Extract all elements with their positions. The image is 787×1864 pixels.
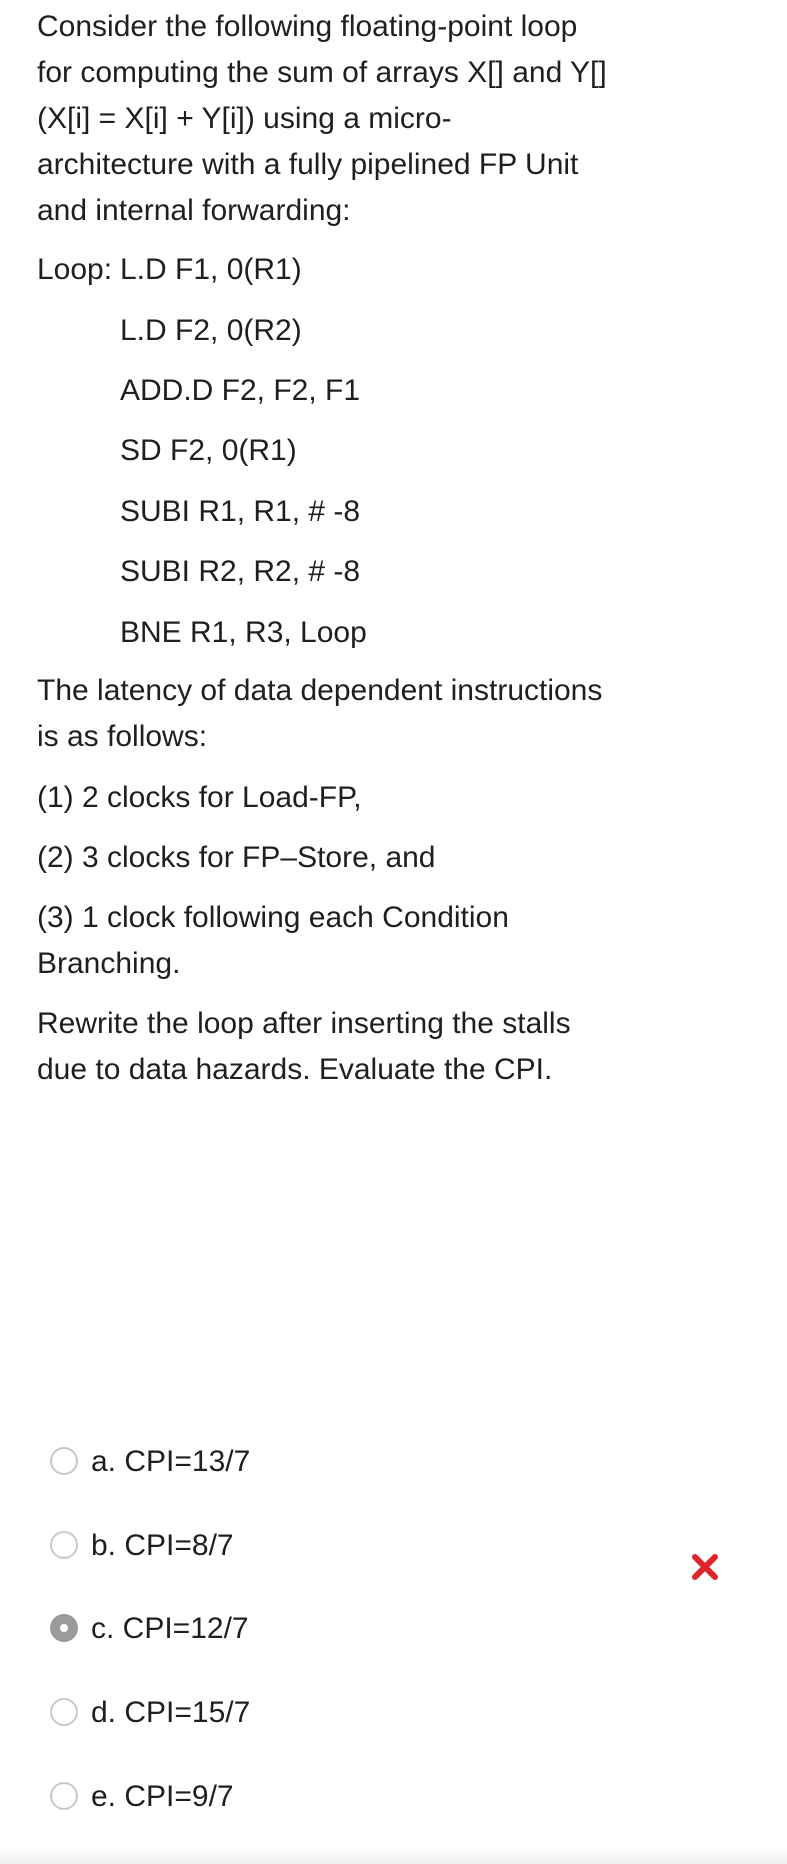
option-d[interactable] — [50, 1686, 730, 1746]
option-label: c. CPI=12/7 — [91, 1612, 249, 1645]
loop-label: Loop: — [37, 253, 113, 286]
latency-item: (1) 2 clocks for Load-FP, — [37, 781, 362, 814]
code-line: SD F2, 0(R1) — [120, 434, 297, 467]
intro-line: (X[i] = X[i] + Y[i]) using a micro- — [37, 102, 452, 135]
code-line: SUBI R2, R2, # -8 — [120, 555, 361, 588]
option-label: e. CPI=9/7 — [91, 1780, 234, 1813]
latency-line: is as follows: — [37, 720, 208, 753]
latency-line: The latency of data dependent instructions — [37, 674, 603, 707]
bottom-divider — [0, 1846, 787, 1864]
option-e[interactable] — [50, 1770, 730, 1830]
latency-item: (3) 1 clock following each Condition — [37, 901, 509, 934]
option-a[interactable] — [50, 1435, 730, 1495]
radio-button-selected[interactable] — [50, 1614, 78, 1642]
close-icon — [688, 1550, 722, 1584]
radio-button[interactable] — [50, 1698, 78, 1726]
radio-button[interactable] — [50, 1782, 78, 1810]
question-text — [37, 0, 757, 1310]
option-label: a. CPI=13/7 — [91, 1445, 251, 1478]
code-line: BNE R1, R3, Loop — [120, 616, 367, 649]
answer-options — [0, 1300, 787, 1864]
option-label: d. CPI=15/7 — [91, 1696, 251, 1729]
latency-item: Branching. — [37, 947, 181, 980]
intro-line: Consider the following floating-point loop — [37, 10, 578, 43]
code-line: L.D F1, 0(R1) — [120, 253, 302, 286]
intro-line: for computing the sum of arrays X[] and Y[] — [37, 56, 607, 89]
code-line: L.D F2, 0(R2) — [120, 314, 302, 347]
radio-button[interactable] — [50, 1447, 78, 1475]
option-label: b. CPI=8/7 — [91, 1529, 234, 1562]
latency-item: (2) 3 clocks for FP–Store, and — [37, 841, 436, 874]
intro-line: architecture with a fully pipelined FP Unit — [37, 148, 579, 181]
prompt-line: Rewrite the loop after inserting the stalls — [37, 1007, 571, 1040]
radio-button[interactable] — [50, 1531, 78, 1559]
intro-line: and internal forwarding: — [37, 194, 351, 227]
code-line: ADD.D F2, F2, F1 — [120, 374, 361, 407]
code-line: SUBI R1, R1, # -8 — [120, 495, 361, 528]
prompt-line: due to data hazards. Evaluate the CPI. — [37, 1053, 553, 1086]
option-b[interactable] — [50, 1519, 730, 1579]
option-c[interactable] — [50, 1602, 730, 1662]
